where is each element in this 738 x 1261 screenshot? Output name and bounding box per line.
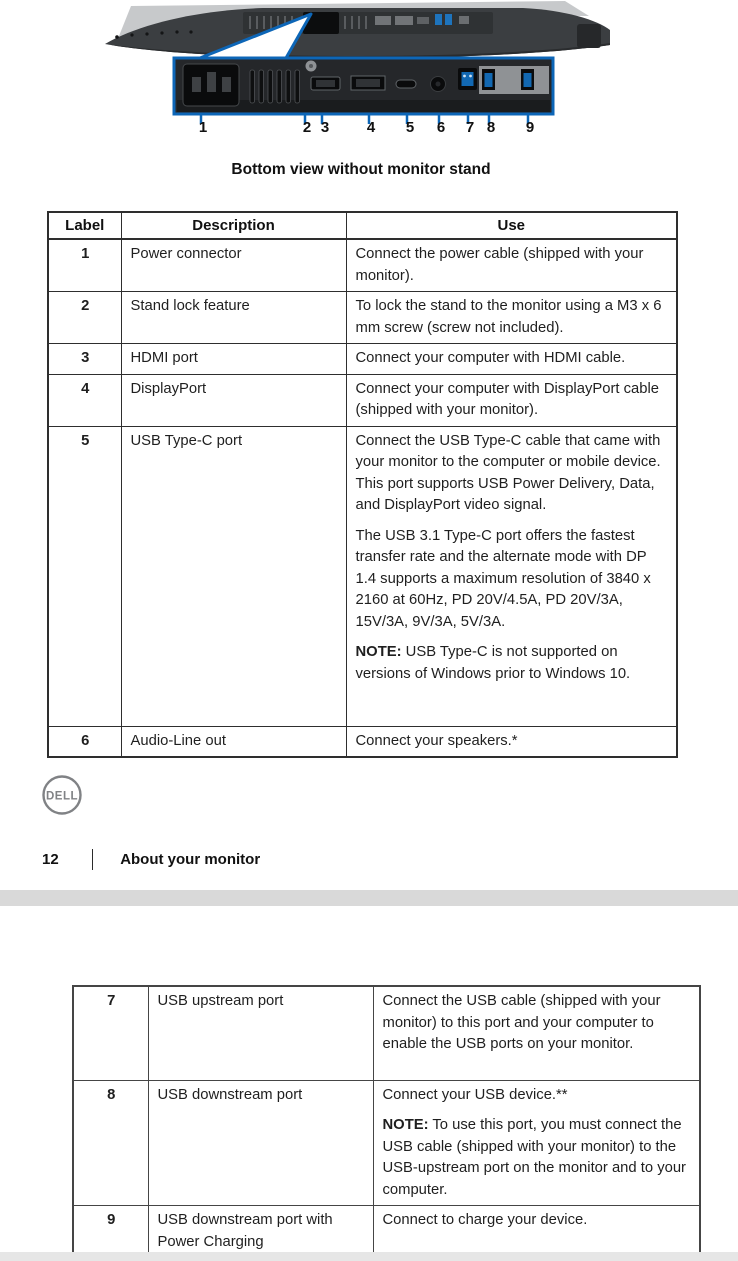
col-header-use: Use bbox=[346, 212, 677, 239]
use-paragraph: Connect your computer with HDMI cable. bbox=[355, 350, 626, 366]
row-description: DisplayPort bbox=[121, 374, 346, 426]
stand-lock-screw-hole bbox=[306, 61, 317, 72]
table-row bbox=[48, 344, 677, 375]
row-description: USB upstream port bbox=[148, 986, 373, 1080]
use-paragraph: Connect the power cable (shipped with your monitor). bbox=[355, 246, 644, 284]
callout-ticks bbox=[201, 115, 528, 125]
use-paragraph: Connect your USB device.** bbox=[382, 1086, 568, 1103]
usb-c-port bbox=[396, 80, 416, 88]
usb-downstream-port bbox=[482, 69, 495, 90]
callout-number-1: 1 bbox=[198, 119, 208, 136]
use-paragraph: Connect the USB cable (shipped with your monitor) to this port and your computer to enable the USB ports on your monitor. bbox=[382, 993, 661, 1052]
callout-number-9: 9 bbox=[525, 119, 535, 136]
hdmi-port bbox=[311, 77, 340, 90]
power-connector-port bbox=[183, 64, 239, 106]
page-break-band bbox=[0, 890, 738, 906]
row-label: 7 bbox=[73, 986, 148, 1080]
callout-number-7: 7 bbox=[465, 119, 475, 136]
page-footer bbox=[42, 848, 260, 870]
table-row bbox=[48, 426, 677, 726]
use-paragraph: Connect to charge your device. bbox=[382, 1212, 588, 1228]
row-label: 3 bbox=[48, 344, 121, 375]
row-use bbox=[346, 344, 677, 375]
note-label: NOTE: bbox=[355, 644, 402, 660]
row-use bbox=[373, 986, 700, 1080]
monitor-right-notch bbox=[577, 24, 601, 48]
table-row bbox=[73, 986, 700, 1080]
row-label: 5 bbox=[48, 426, 121, 726]
row-use bbox=[346, 426, 677, 726]
row-use bbox=[346, 374, 677, 426]
row-label: 4 bbox=[48, 374, 121, 426]
row-label: 1 bbox=[48, 239, 121, 292]
row-description: HDMI port bbox=[121, 344, 346, 375]
use-paragraph: Connect your speakers.* bbox=[355, 732, 518, 749]
row-use bbox=[373, 1206, 700, 1259]
callout-number-3: 3 bbox=[320, 119, 330, 136]
page-number: 12 bbox=[42, 850, 59, 868]
callout-number-5: 5 bbox=[405, 119, 415, 136]
note-label: NOTE: bbox=[382, 1117, 429, 1133]
callout-number-6: 6 bbox=[436, 119, 446, 136]
row-use bbox=[373, 1080, 700, 1206]
footer-divider bbox=[92, 849, 94, 870]
table-row bbox=[48, 726, 677, 757]
row-description: Audio-Line out bbox=[121, 726, 346, 757]
table-row bbox=[73, 1080, 700, 1206]
figure-caption: Bottom view without monitor stand bbox=[231, 161, 491, 178]
table-row bbox=[48, 239, 677, 292]
row-description: Stand lock feature bbox=[121, 292, 346, 344]
row-description: Power connector bbox=[121, 239, 346, 292]
col-header-description: Description bbox=[121, 212, 346, 239]
usb-upstream-port bbox=[458, 68, 477, 90]
use-paragraph: NOTE: To use this port, you must connect the USB cable (shipped with your monitor) to the USB-upstream port on the monitor and to your computer. bbox=[382, 1117, 686, 1198]
use-paragraph: Connect the USB Type-C cable that came with your monitor to the computer or mobile device. This port supports USB Power Delivery, Data, and DisplayPort video signal. bbox=[355, 432, 661, 513]
row-description: USB Type-C port bbox=[121, 426, 346, 726]
audio-line-out-jack bbox=[431, 77, 446, 92]
table-row bbox=[73, 1206, 700, 1259]
table-row bbox=[48, 374, 677, 426]
row-label: 6 bbox=[48, 726, 121, 757]
dell-logo-text: DELL bbox=[45, 790, 79, 803]
monitor-bottom-figure bbox=[103, 0, 615, 140]
bottom-page-band bbox=[0, 1252, 738, 1261]
row-description: USB downstream port bbox=[148, 1080, 373, 1206]
table-row bbox=[48, 292, 677, 344]
row-use bbox=[346, 726, 677, 757]
row-label: 9 bbox=[73, 1206, 148, 1259]
use-paragraph: The USB 3.1 Type-C port offers the fastest transfer rate and the alternate mode with DP 1.4 supports a maximum resolution of 3840 x 2160 at 60Hz, PD 20V/4.5A, PD 20V/3A, 15V/3A, 9V/3A, 5V/3A. bbox=[355, 527, 651, 630]
callout-number-8: 8 bbox=[486, 119, 496, 136]
use-paragraph: NOTE: USB Type-C is not supported on versions of Windows prior to Windows 10. bbox=[355, 644, 631, 682]
row-use bbox=[346, 292, 677, 344]
ports-table-2 bbox=[72, 985, 701, 1259]
usb-charging-port bbox=[521, 69, 534, 90]
row-use bbox=[346, 239, 677, 292]
callout-number-4: 4 bbox=[366, 119, 376, 136]
row-description: USB downstream port with Power Charging bbox=[148, 1206, 373, 1259]
row-label: 2 bbox=[48, 292, 121, 344]
ports-table-1 bbox=[47, 211, 678, 758]
col-header-label: Label bbox=[48, 212, 121, 239]
callout-number-2: 2 bbox=[302, 119, 312, 136]
footer-section-title: About your monitor bbox=[120, 850, 261, 868]
use-paragraph: Connect your computer with DisplayPort cable (shipped with your monitor). bbox=[355, 380, 659, 418]
row-label: 8 bbox=[73, 1080, 148, 1206]
displayport-port bbox=[351, 76, 385, 90]
use-paragraph: To lock the stand to the monitor using a M3 x 6 mm screw (screw not included). bbox=[355, 298, 662, 336]
dell-logo bbox=[41, 774, 83, 816]
